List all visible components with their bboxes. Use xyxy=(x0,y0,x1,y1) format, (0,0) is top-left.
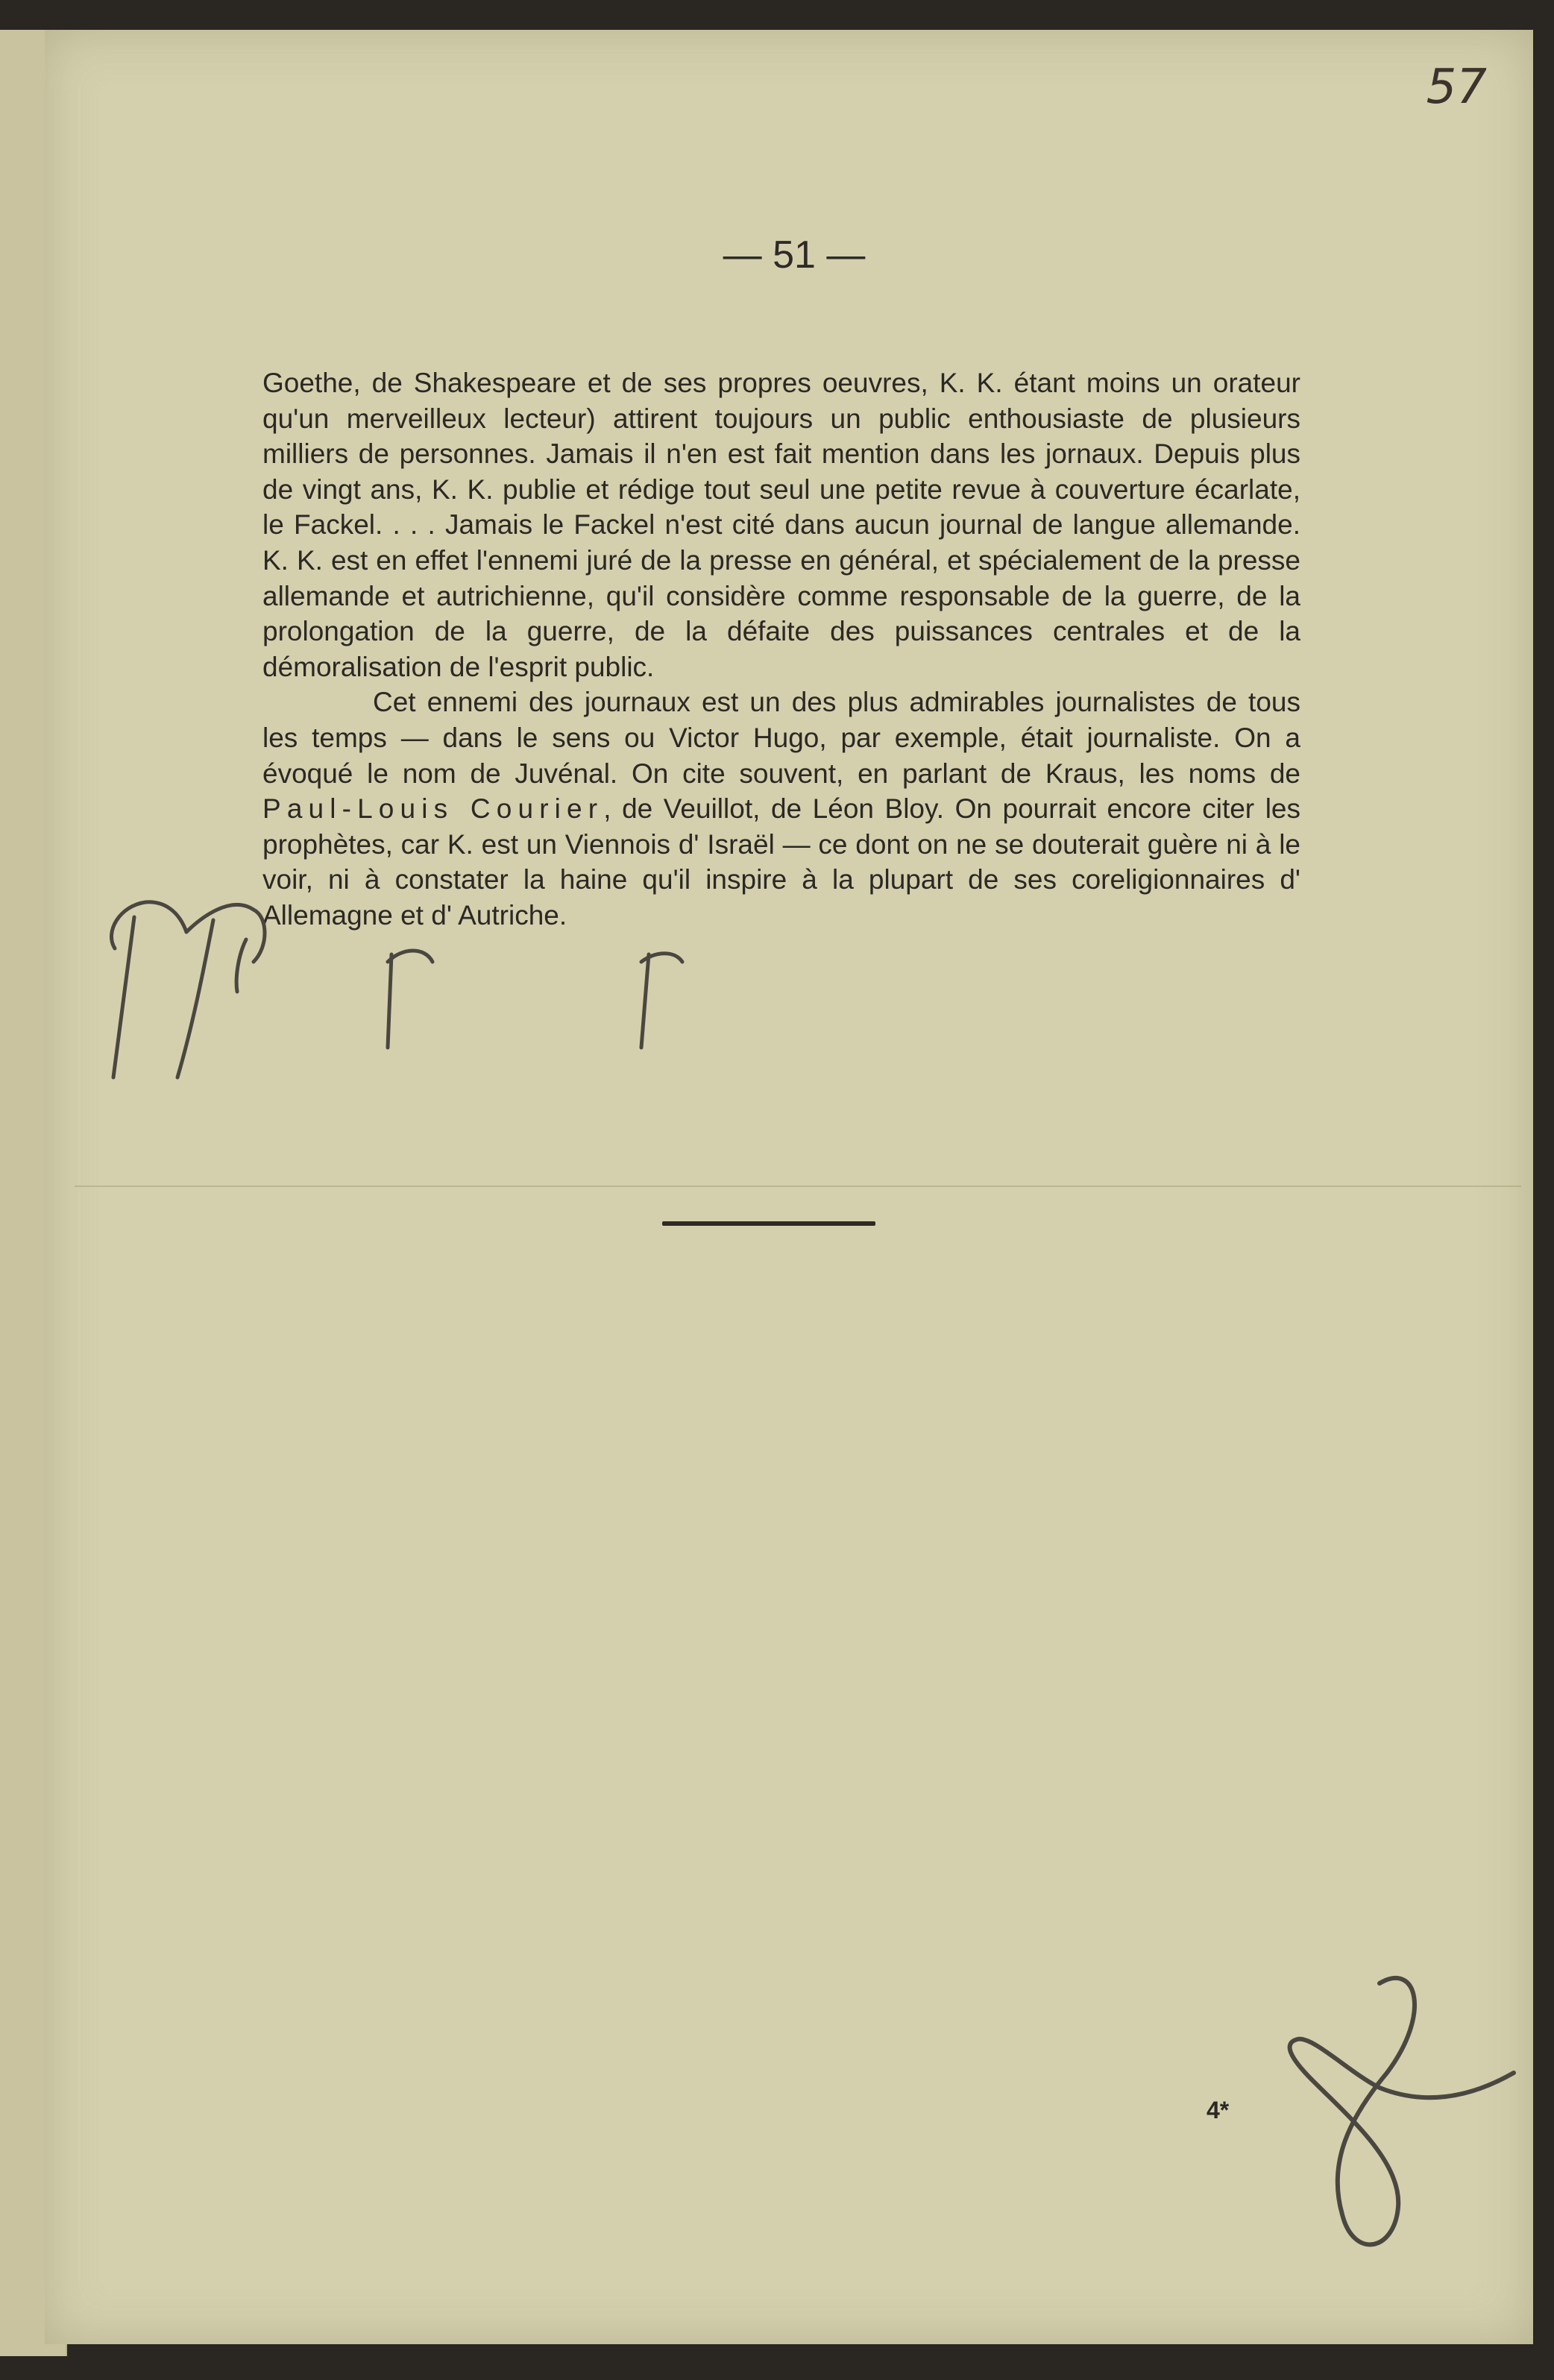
pencil-marks-left xyxy=(75,872,686,1096)
signature-mark: 4* xyxy=(1207,2097,1230,2124)
paragraph-2-text-b: , de Veuillot, de Léon Bloy. On pourrait encore citer les prophètes, car K. est un Viennois d' Israël — ce dont on ne se douterait guère ni à le voir, ni à constater la haine qu'il inspire à la plupart de ses coreligionnaires d' Allemagne et d' Autriche. xyxy=(262,793,1300,931)
paragraph-2-text-a: Cet ennemi des journaux est un des plus admirables journalistes de tous les temps — dans le sens ou Victor Hugo, par exemple, était journaliste. On a évoqué le nom de Juvénal. On cite souvent, en parlant de Kraus, les noms de xyxy=(262,687,1300,789)
pencil-mark-eight xyxy=(1268,1968,1529,2267)
paragraph-1: Goethe, de Shakespeare et de ses propres oeuvres, K. K. étant moins un orateur qu'un merveilleux lecteur) attirent toujours un public enthousiaste de plusieurs milliers de personnes. Jamais il n'en est fait mention dans les jornaux. Depuis plus de vingt ans, K. K. publie et rédige tout seul une petite revue à couverture écarlate, le Fackel. . . . Jamais le Fackel n'est cité dans aucun journal de langue allemande. K. K. est en effet l'ennemi juré de la presse en général, et spécialement de la presse allemande et autrichienne, qu'il considère comme responsable de la guerre, de la prolongation de la guerre, de la défaite des puissances centrales et de la démoralisation de l'esprit public. xyxy=(262,368,1300,682)
paragraph-2-spaced-name: Paul-Louis Courier xyxy=(262,793,604,825)
page-fold-line xyxy=(75,1186,1521,1187)
page-number: — 51 — xyxy=(723,233,866,277)
body-text xyxy=(262,365,1300,934)
separator-rule xyxy=(662,1221,875,1226)
archive-page-number: 57 xyxy=(1426,60,1487,115)
